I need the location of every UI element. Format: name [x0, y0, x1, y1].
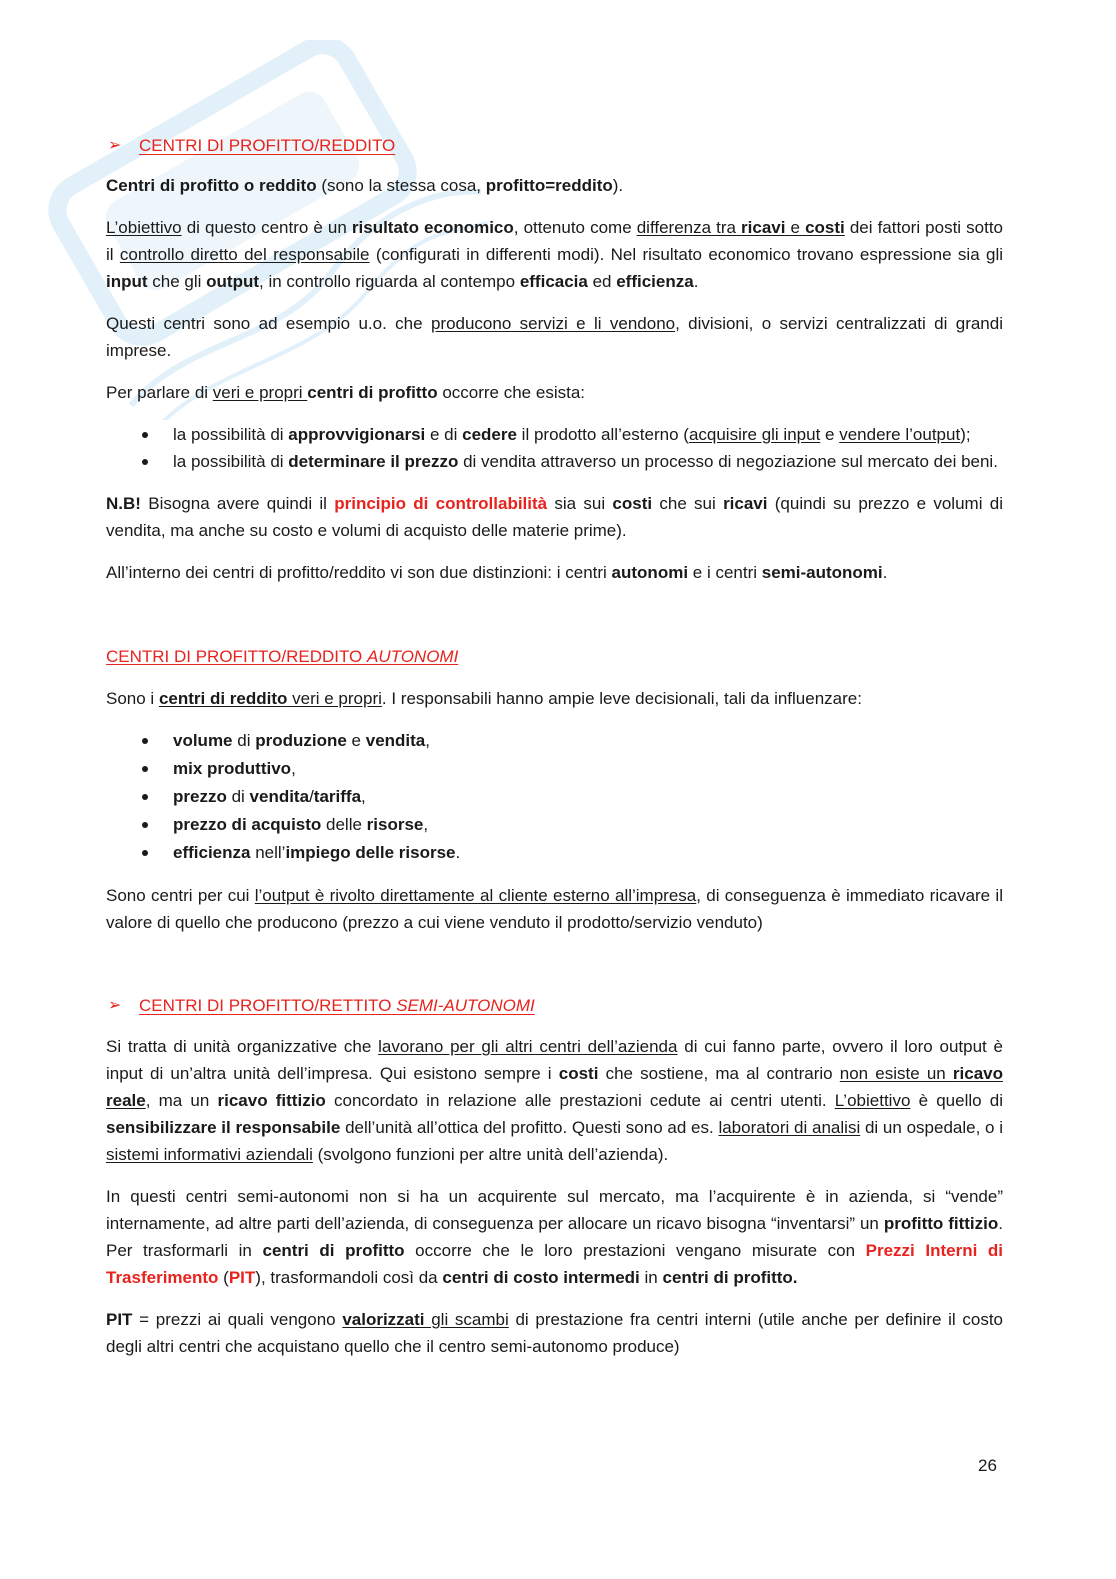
distinctions-paragraph: All’interno dei centri di profitto/reddito vi son due distinzioni: i centri autonomi e i centri semi-autonomi.: [106, 563, 888, 582]
list-item: la possibilità di determinare il prezzo di vendita attraverso un processo di negoziazione sul mercato dei beni.: [106, 448, 1003, 475]
section-heading-profit-centers: [106, 131, 1003, 161]
list-item: la possibilità di approvvigionarsi e di cedere il prodotto all’esterno (acquisire gli input e vendere l’output);: [106, 421, 1003, 448]
arrow-bullet-icon: ➢: [108, 137, 122, 154]
autonomous-output-paragraph: Sono centri per cui l’output è rivolto direttamente al cliente esterno all’impresa, di conseguenza è immediato ricavare il valore di quello che producono (prezzo a cui viene venduto il prodotto/servizio venduto): [106, 886, 1003, 932]
document-page: [106, 128, 1003, 1360]
list-item: mix produttivo,: [106, 755, 1003, 783]
page-number: 26: [978, 1456, 997, 1475]
autonomous-intro: Sono i centri di reddito veri e propri. I responsabili hanno ampie leve decisionali, tali da influenzare:: [106, 689, 862, 708]
list-item: efficienza nell’impiego delle risorse.: [106, 839, 1003, 867]
section-heading-semi-autonomous: ➢ CENTRI DI PROFITTO/RETTITO SEMI-AUTONOMI: [106, 991, 1003, 1021]
note-paragraph: N.B! Bisogna avere quindi il principio di controllabilità sia sui costi che sui ricavi (quindi su prezzo e volumi di vendita, ma anche su costo e volumi di acquisto delle materie prime).: [106, 494, 1003, 540]
intro-paragraph: Centri di profitto o reddito (sono la stessa cosa, profitto=reddito).: [106, 176, 624, 195]
requirements-intro: Per parlare di veri e propri centri di profitto occorre che esista:: [106, 383, 585, 402]
list-item: volume di produzione e vendita,: [106, 727, 1003, 755]
heading-text: CENTRI DI PROFITTO/REDDITO: [139, 136, 396, 155]
examples-paragraph: Questi centri sono ad esempio u.o. che producono servizi e li vendono, divisioni, o servizi centralizzati di grandi imprese.: [106, 314, 1003, 360]
pit-definition-paragraph: PIT = prezzi ai quali vengono valorizzati gli scambi di prestazione fra centri interni (utile anche per definire il costo degli altri centri che acquistano quello che il centro semi-autonomo produce): [106, 1310, 1003, 1356]
objective-paragraph: L’obiettivo di questo centro è un risultato economico, ottenuto come differenza tra ricavi e costi dei fattori posti sotto il controllo diretto del responsabile (configurati in differenti modi). Nel risultato economico trovano espressione sia gli input che gli output, in controllo riguarda al contempo efficacia ed efficienza.: [106, 218, 1003, 291]
levers-list: [106, 727, 1003, 867]
internal-market-paragraph: In questi centri semi-autonomi non si ha un acquirente sul mercato, ma l’acquirente è in azienda, si “vende” internamente, ad altre parti dell’azienda, di conseguenza per allocare un ricavo bisogna “inventarsi” un profitto fittizio. Per trasformarli in centri di profitto occorre che le loro prestazioni vengano misurate con Prezzi Interni di Trasferimento (PIT), trasformandoli così da centri di costo intermedi in centri di profitto.: [106, 1187, 1003, 1287]
list-item: prezzo di acquisto delle risorse,: [106, 811, 1003, 839]
list-item: prezzo di vendita/tariffa,: [106, 783, 1003, 811]
arrow-bullet-icon: ➢: [108, 997, 122, 1014]
requirements-list: [106, 421, 1003, 475]
semi-autonomous-paragraph: Si tratta di unità organizzative che lavorano per gli altri centri dell’azienda di cui fanno parte, ovvero il loro output è input di un’altra unità dell’impresa. Qui esistono sempre i costi che sostiene, ma al contrario non esiste un ricavo reale, ma un ricavo fittizio concordato in relazione alle prestazioni cedute ai centri utenti. L’obiettivo è quello di sensibilizzare il responsabile dell’unità all’ottica del profitto. Questi sono ad es. laboratori di analisi di un ospedale, o i sistemi informativi aziendali (svolgono funzioni per altre unità dell’azienda).: [106, 1037, 1004, 1164]
subheading-autonomous: CENTRI DI PROFITTO/REDDITO AUTONOMI: [106, 647, 459, 666]
